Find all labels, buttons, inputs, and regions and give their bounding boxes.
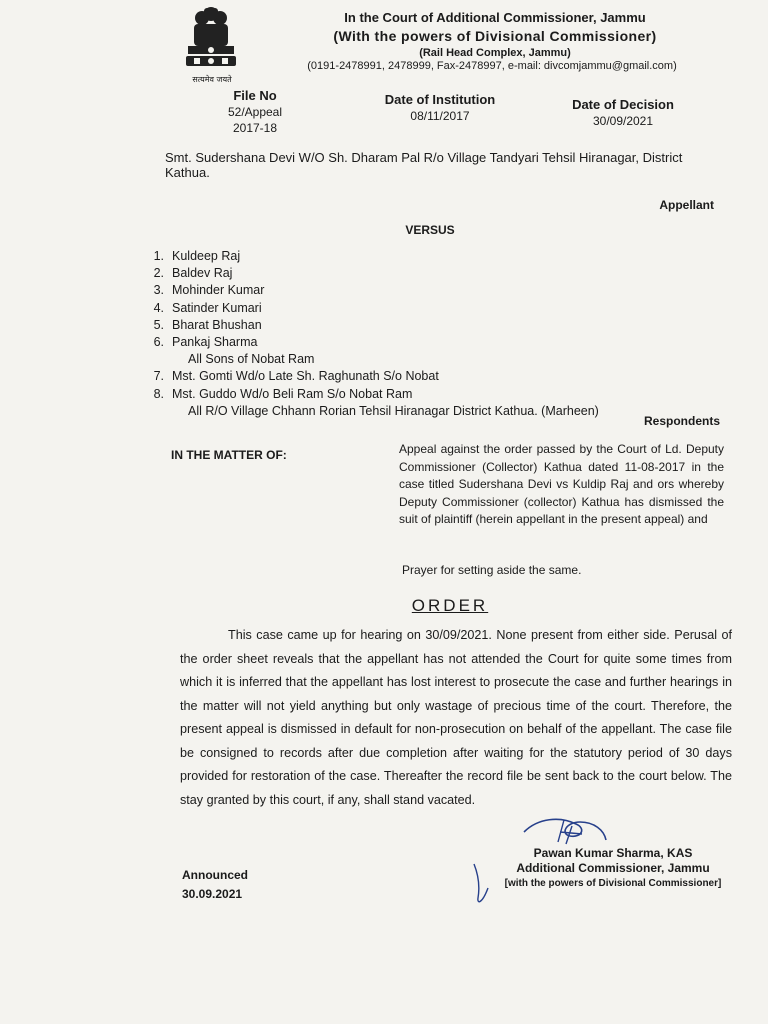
file-no-value-2: 2017-18 — [232, 121, 278, 135]
court-address: (Rail Head Complex, Jammu) — [419, 47, 571, 59]
appellant-line-2: Kathua. — [165, 165, 210, 180]
respondents-group-note-1: All Sons of Nobat Ram — [188, 352, 315, 367]
file-no-value-1: 52/Appeal — [227, 105, 283, 119]
decision-date-block — [558, 97, 688, 129]
appellant-line-1: Smt. Sudershana Devi W/O Sh. Dharam Pal R/o Village Tandyari Tehsil Hiranagar, District — [165, 150, 683, 165]
order-body: This case came up for hearing on 30/09/2021. None present from either side. Perusal of the order sheet reveals that the appellant has not attended the Court for quite some times from which it is inferred that the appellant has lost interest to prosecute the case and further hearings in the matter will not yield anything but only wastage of precious time of the court. Therefore, the present appeal is dismissed in default for non-prosecution on behalf of the appellant. The case file be consigned to records after due completion after waiting for the statutory period of 30 days provided for restoration of the case. Thereafter the record file be sent back to the court below. The stay granted by this court, if any, shall stand vacated. — [180, 628, 732, 807]
announced-date: 30.09.2021 — [182, 887, 243, 901]
respondents-label: Respondents — [643, 414, 720, 428]
list-item: 3. Mohinder Kumar — [153, 283, 265, 298]
list-item: 8. Mst. Guddo Wd/o Beli Ram S/o Nobat Ram — [153, 386, 413, 401]
file-no-label: File No — [233, 88, 277, 103]
announced-block — [182, 866, 332, 904]
signatory-title: Additional Commissioner, Jammu — [516, 861, 710, 875]
order-heading: ORDER — [411, 596, 489, 615]
decision-date-label: Date of Decision — [572, 97, 674, 112]
institution-date-block — [375, 92, 505, 124]
prayer-text: Prayer for setting aside the same. — [402, 563, 582, 577]
institution-date-label: Date of Institution — [384, 92, 496, 107]
list-item: 1. Kuldeep Raj — [153, 249, 241, 263]
list-item: 6. Pankaj Sharma — [153, 335, 258, 350]
signatory-block — [478, 846, 748, 891]
list-item: 4. Satinder Kumari — [153, 300, 262, 315]
list-item: 7. Mst. Gomti Wd/o Late Sh. Raghunath S/o Nobat — [153, 369, 439, 384]
list-item: 5. Bharat Bhushan — [153, 317, 262, 332]
signatory-powers: [with the powers of Divisional Commissioner] — [504, 878, 722, 889]
matter-text: Appeal against the order passed by the Court of Ld. Deputy Commissioner (Collector) Kathua dated 11-08-2017 in the case titled Sudershana Devi vs Kuldip Raj and ors whereby Deputy Commissioner (collector) Kathua has dismissed the suit of plaintiff (herein appellant in the present appeal) and — [399, 442, 724, 526]
appellant-label: Appellant — [659, 198, 714, 212]
matter-label: IN THE MATTER OF: — [171, 448, 287, 462]
respondents-group-note-2: All R/O Village Chhann Rorian Tehsil Hiranagar District Kathua. (Marheen) — [188, 403, 599, 418]
list-item: 2. Baldev Raj — [153, 266, 233, 281]
institution-date-value: 08/11/2017 — [410, 109, 470, 123]
appellant-details — [165, 150, 725, 180]
announced-label: Announced — [182, 868, 248, 882]
versus-heading: VERSUS — [405, 223, 455, 237]
emblem-motto: सत्यमेव जयते — [192, 75, 232, 84]
signatory-name: Pawan Kumar Sharma, KAS — [533, 846, 693, 860]
court-powers: (With the powers of Divisional Commissioner) — [333, 28, 657, 44]
file-no-block — [210, 88, 300, 136]
decision-date-value: 30/09/2021 — [592, 114, 654, 128]
national-emblem-icon — [180, 2, 242, 76]
respondents-list — [140, 248, 660, 420]
court-name: In the Court of Additional Commissioner, Jammu — [344, 10, 646, 25]
court-contact: (0191-2478991, 2478999, Fax-2478997, e-mail: divcomjammu@gmail.com) — [307, 60, 677, 72]
